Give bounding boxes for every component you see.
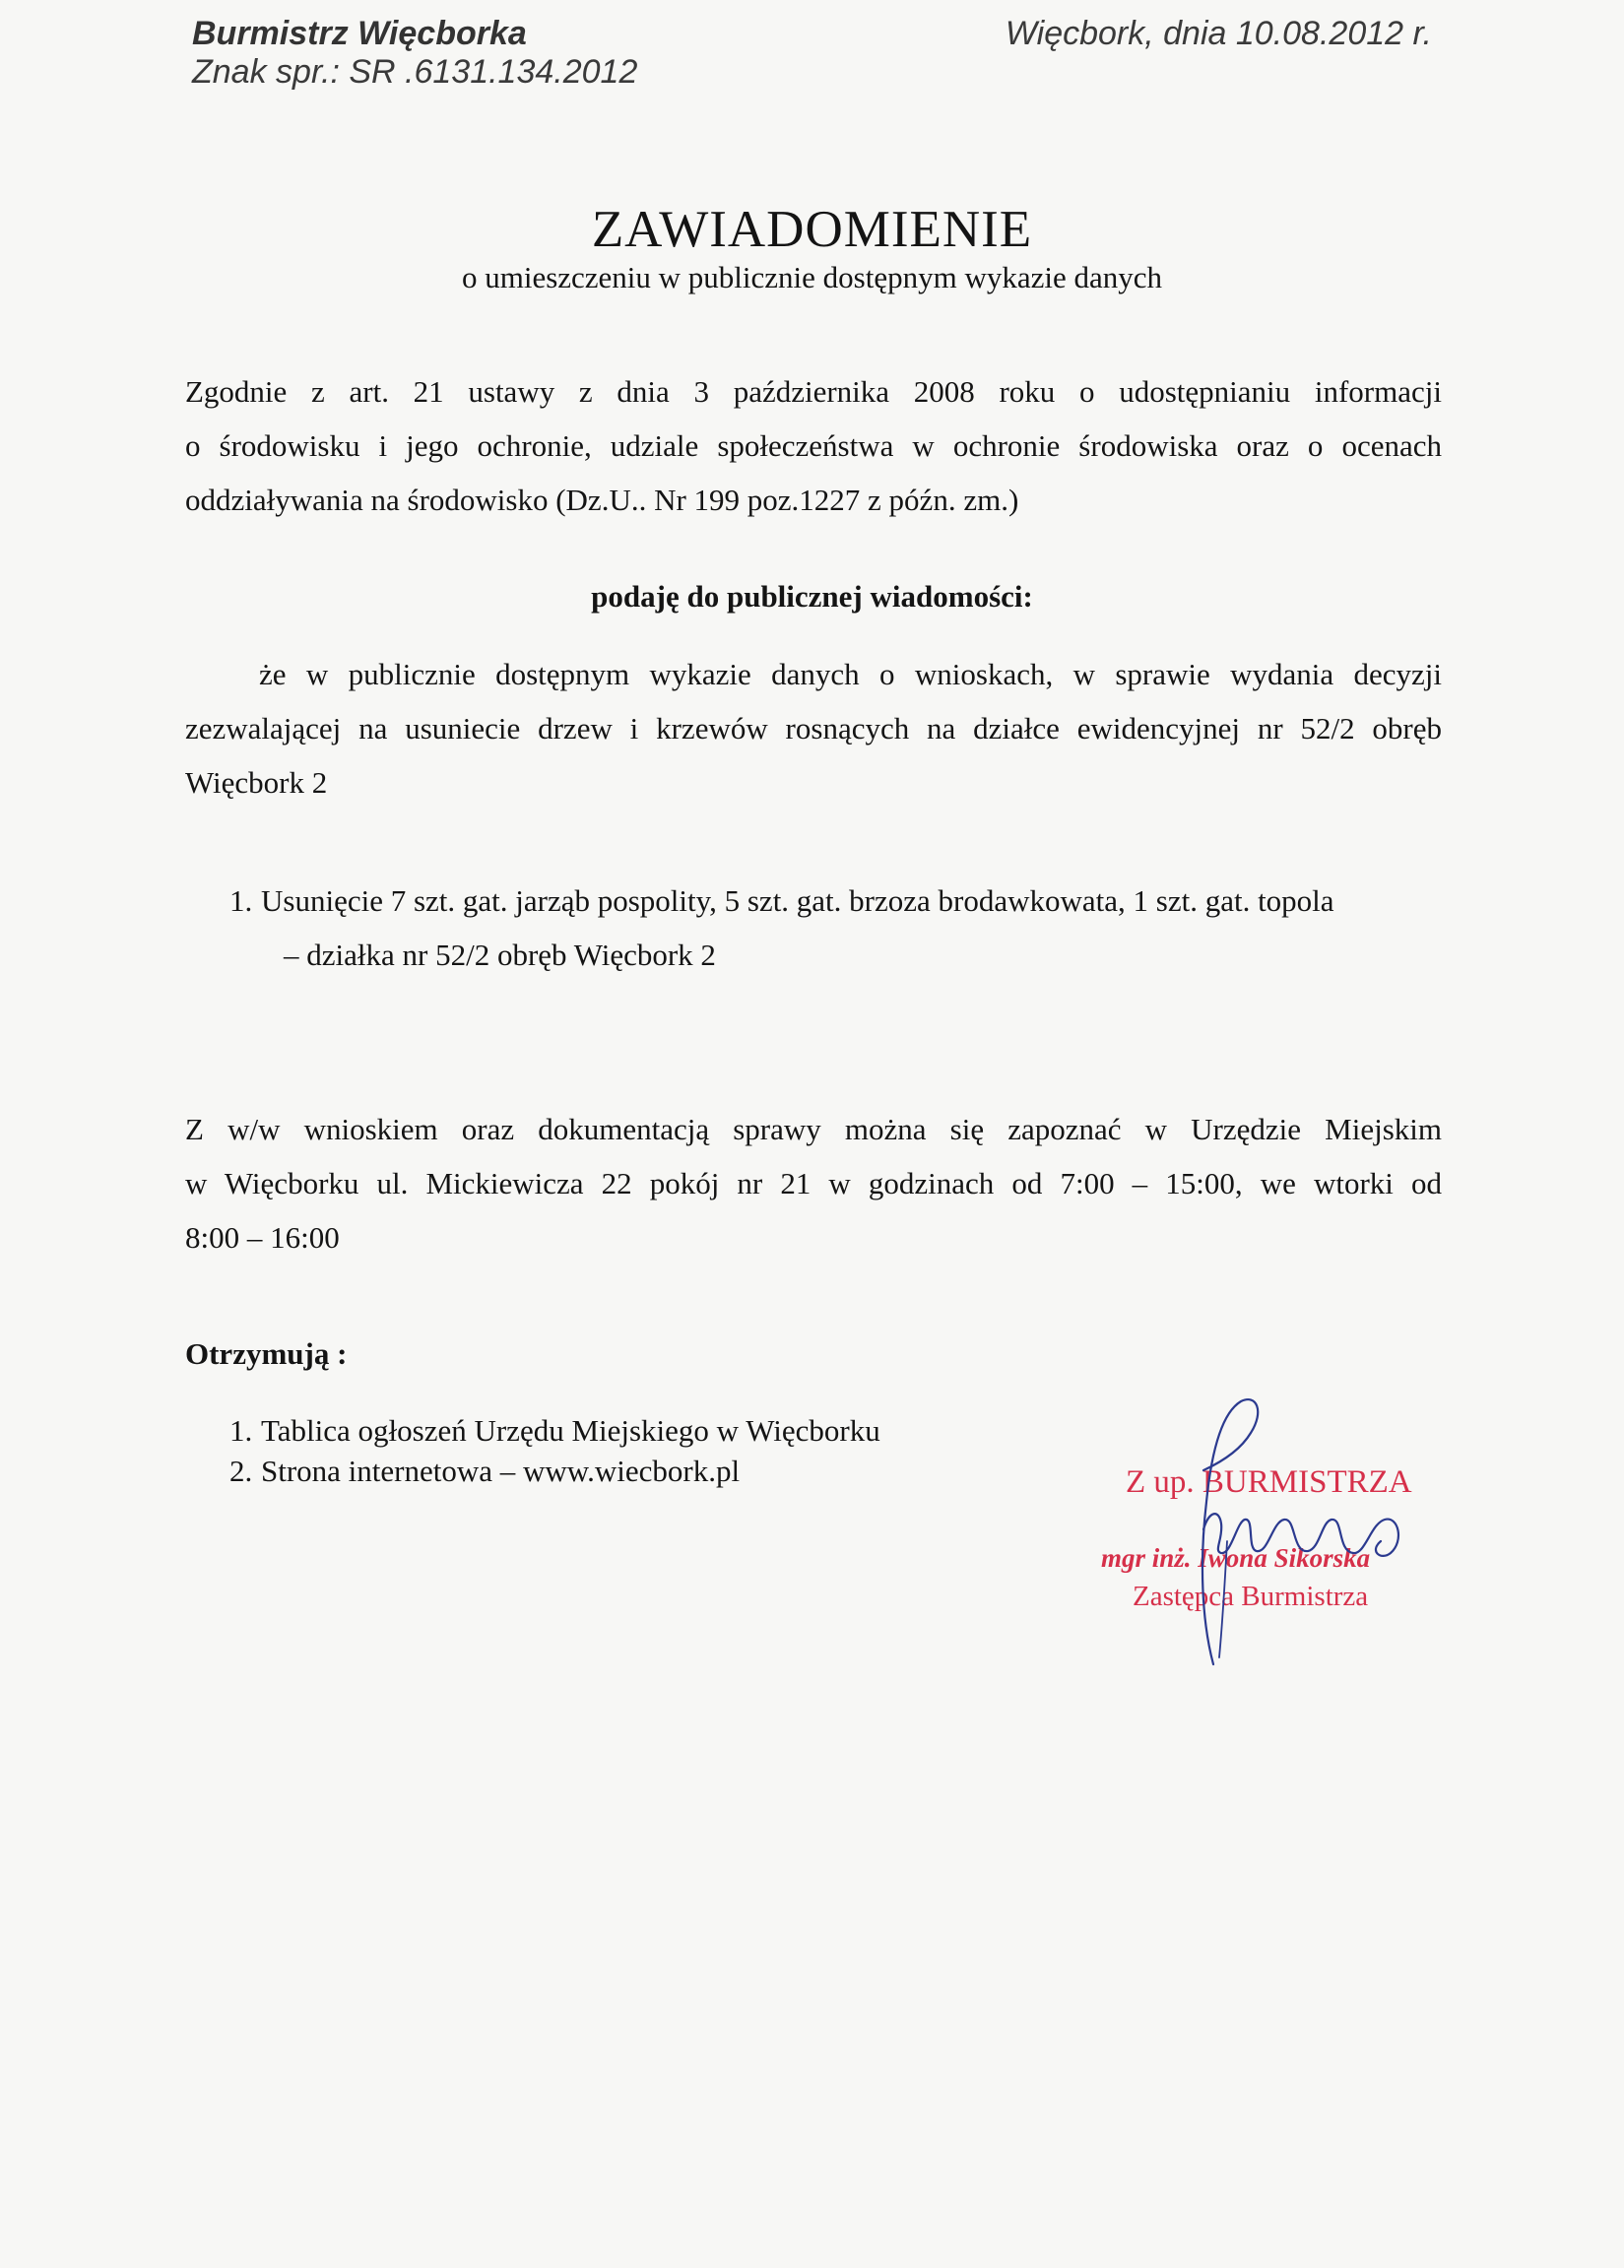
place-and-date: Więcbork, dnia 10.08.2012 r. [1005,15,1432,52]
notice-body-line: zezwalającej na usuniecie drzew i krzewów rosnących na działce ewidencyjnej nr 52/2 obręb [185,711,1442,745]
notice-body-paragraph [185,647,1442,810]
inspection-info-line: Z w/w wnioskiem oraz dokumentacją sprawy można się zapoznać w Urzędzie Miejskim [185,1112,1442,1146]
legal-basis-paragraph [185,364,1442,527]
stamp-signatory-name: mgr inż. Iwona Sikorska [1101,1543,1371,1573]
recipient-text: Strona internetowa – www.wiecbork.pl [261,1454,741,1488]
legal-basis-line: oddziaływania na środowisko (Dz.U.. Nr 199 poz.1227 z późn. zm.) [185,483,1019,517]
legal-basis-line: Zgodnie z art. 21 ustawy z dnia 3 października 2008 roku o udostępnianiu informacji [185,374,1442,409]
recipient-number: 2. [229,1454,253,1488]
list-item-text-continued: – działka nr 52/2 obręb Więcbork 2 [284,938,716,972]
inspection-info-line: w Więcborku ul. Mickiewicza 22 pokój nr 21 w godzinach od 7:00 – 15:00, we wtorki od [185,1166,1442,1200]
case-reference: Znak spr.: SR .6131.134.2012 [192,53,638,91]
stamp-signatory-title: Zastępca Burmistrza [1133,1581,1369,1612]
notice-body-line: że w publicznie dostępnym wykazie danych o wnioskach, w sprawie wydania decyzji [259,657,1442,691]
document-subtitle: o umieszczeniu w publicznie dostępnym wykazie danych [461,260,1163,294]
legal-basis-line: o środowisku i jego ochronie, udziale społeczeństwa w ochronie środowiska oraz o ocenach [185,428,1442,463]
recipient-text: Tablica ogłoszeń Urzędu Miejskiego w Więcborku [261,1413,880,1448]
handwritten-signature [1162,1393,1438,1679]
issuing-authority: Burmistrz Więcborka [192,15,527,52]
list-item-number: 1. [229,883,253,918]
recipient-number: 1. [229,1413,253,1448]
document-title: ZAWIADOMIENIE [591,201,1033,258]
list-item-text: Usunięcie 7 szt. gat. jarząb pospolity, 5 szt. gat. brzoza brodawkowata, 1 szt. gat. topola [261,883,1334,918]
recipients-heading: Otrzymują : [185,1336,348,1371]
stamp-authorization-line: Z up. BURMISTRZA [1126,1464,1412,1500]
notice-body-line: Więcbork 2 [185,765,328,800]
announcement-heading: podaję do publicznej wiadomości: [591,579,1033,614]
inspection-info-line: 8:00 – 16:00 [185,1220,340,1255]
inspection-info-paragraph [185,1102,1442,1264]
